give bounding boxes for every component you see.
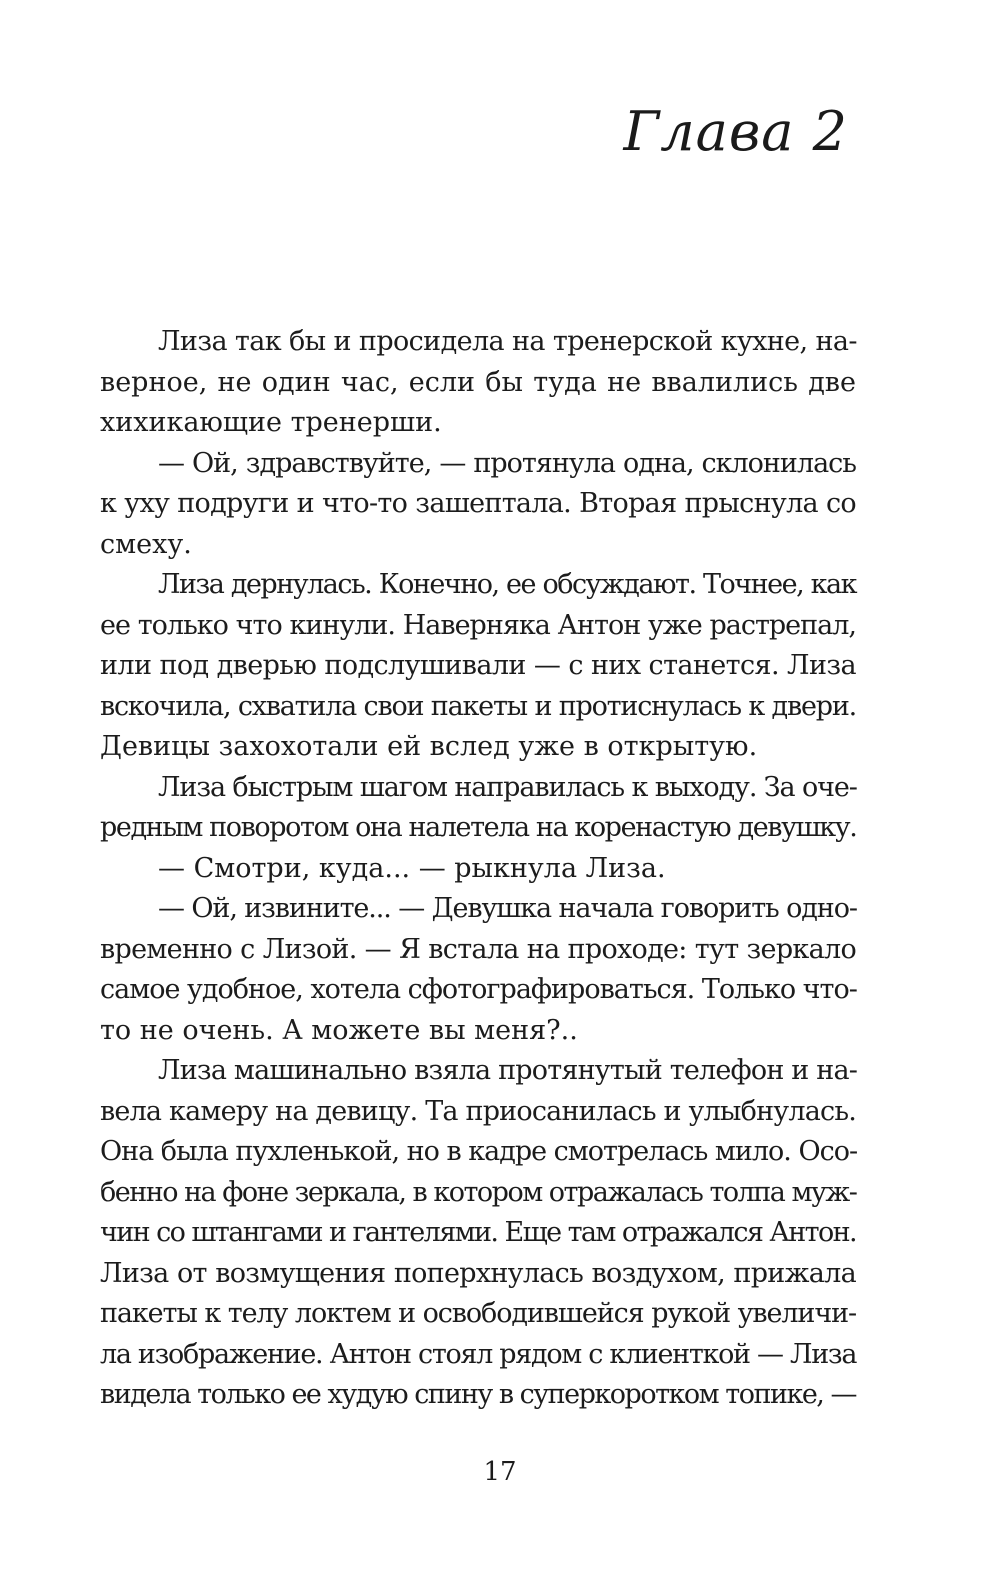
text-line: верное, не один час, если бы туда не ввалились две: [100, 366, 856, 398]
text-line: смеху.: [100, 528, 192, 560]
page-number: 17: [483, 1457, 517, 1487]
text-line: редным поворотом она налетела на коренастую девушку.: [100, 812, 857, 843]
text-line: или под дверью подслушивали — с них станется. Лиза: [100, 650, 856, 681]
text-line: Девицы захохотали ей вслед уже в открытую.: [100, 731, 758, 762]
text-line: ла изображение. Антон стоял рядом с клиенткой — Лиза: [100, 1338, 857, 1370]
text-line: Лиза быстрым шагом направилась к выходу. За оче-: [158, 771, 857, 803]
text-line: Лиза дернулась. Конечно, ее обсуждают. Точнее, как: [158, 569, 856, 600]
text-line: — Смотри, куда... — рыкнула Лиза.: [158, 852, 666, 884]
text-line: чин со штангами и гантелями. Еще там отражался Антон.: [100, 1217, 856, 1248]
text-line: Лиза от возмущения поперхнулась воздухом, прижала: [100, 1257, 856, 1289]
text-line: вскочила, схватила свои пакеты и протиснулась к двери.: [100, 690, 856, 722]
text-line: — Ой, извините... — Девушка начала говорить одно-: [158, 893, 857, 924]
text-line: Лиза так бы и просидела на тренерской кухне, на-: [158, 326, 857, 357]
text-line: — Ой, здравствуйте, — протянула одна, склонилась: [158, 447, 856, 479]
text-line: то не очень. А можете вы меня?..: [100, 1014, 578, 1046]
text-line: вела камеру на девицу. Та приосанилась и улыбнулась.: [100, 1095, 856, 1127]
text-line: самое удобное, хотела сфотографироваться. Только что-: [100, 974, 857, 1005]
text-line: Она была пухленькой, но в кадре смотрелась мило. Осо-: [100, 1136, 858, 1167]
text-line: видела только ее худую спину в суперкоротком топике, —: [100, 1379, 856, 1410]
chapter-title: Глава 2: [623, 100, 848, 163]
text-line: Лиза машинально взяла протянутый телефон и на-: [158, 1055, 858, 1086]
text-line: временно с Лизой. — Я встала на проходе: тут зеркало: [100, 933, 856, 965]
body-text: [100, 322, 856, 1416]
text-line: к уху подруги и что-то зашептала. Вторая прыснула со: [100, 488, 856, 519]
text-line: ее только что кинули. Наверняка Антон уже растрепал,: [100, 609, 856, 641]
text-line: пакеты к телу локтем и освободившейся рукой увеличи-: [100, 1298, 856, 1329]
text-line: хихикающие тренерши.: [100, 407, 442, 438]
text-line: бенно на фоне зеркала, в котором отражалась толпа муж-: [100, 1176, 857, 1208]
